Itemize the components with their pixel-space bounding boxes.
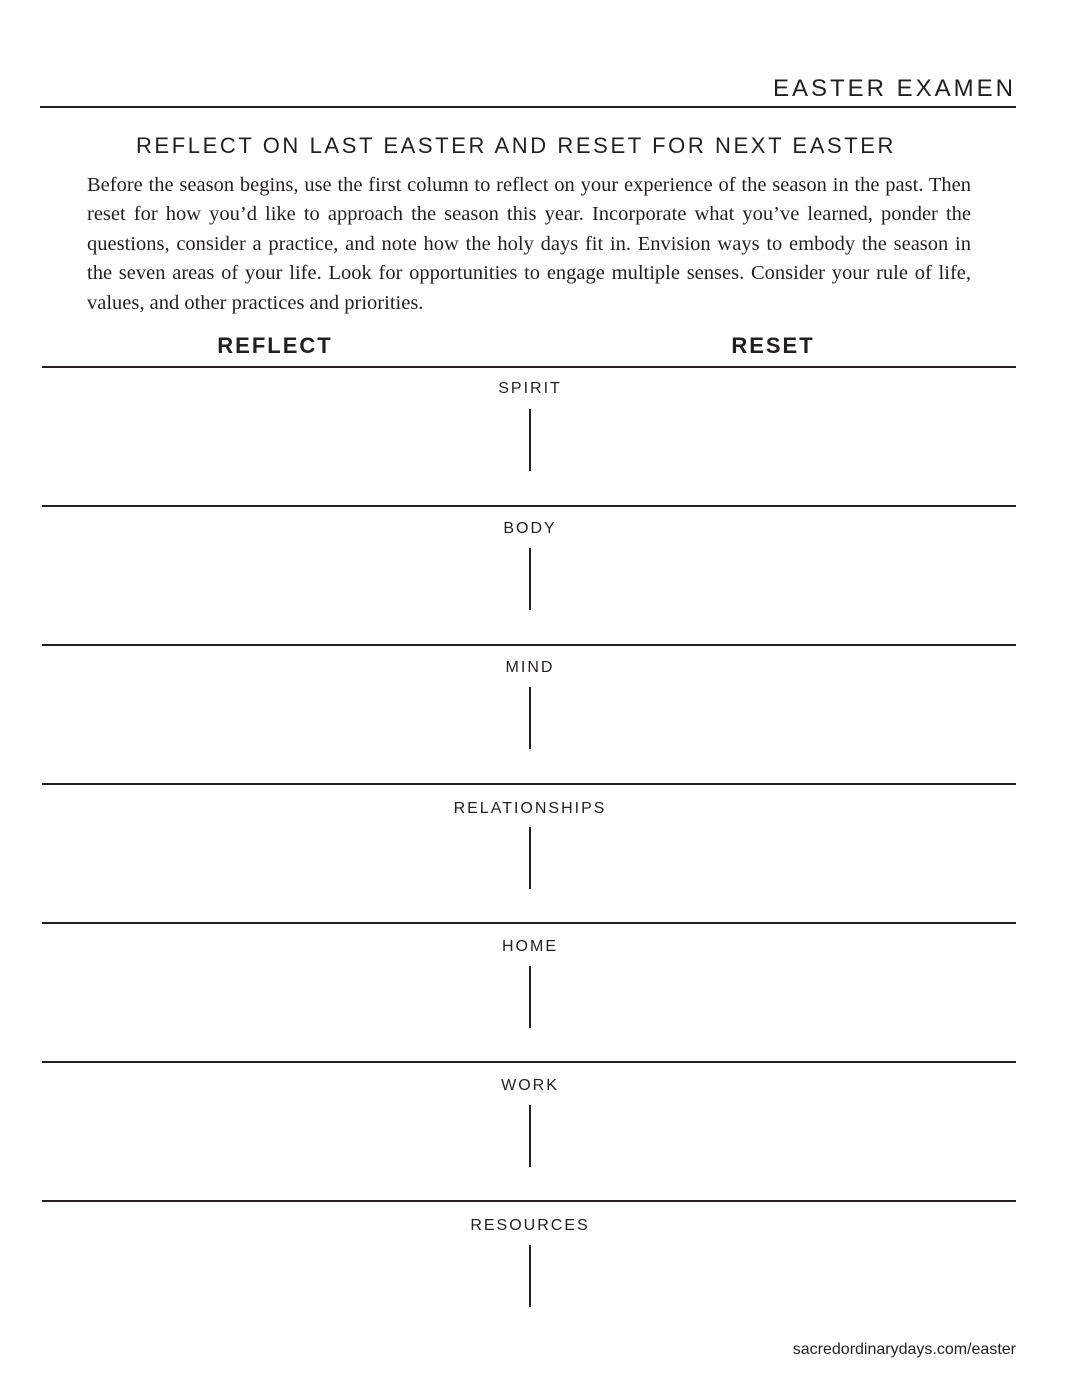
reset-column-heading: RESET bbox=[731, 333, 815, 358]
reset-field-relationships[interactable] bbox=[548, 785, 1016, 921]
area-label-resources: RESOURCES bbox=[470, 1217, 590, 1234]
column-divider bbox=[529, 409, 531, 471]
column-divider bbox=[529, 1245, 531, 1307]
area-label-body: BODY bbox=[503, 520, 557, 537]
column-divider bbox=[529, 1105, 531, 1167]
reflect-field-work[interactable] bbox=[42, 1063, 512, 1199]
column-divider bbox=[529, 966, 531, 1028]
intro-paragraph: Before the season begins, use the first column to reflect on your experience of the season in the past. Then reset for how you’d like to approach the season this year. Incorporate what you’ve learned, ponder the questions, consider a practice, and note how the holy days fit in. Envision ways to embody the season in the seven areas of your life. Look for opportunities to engage multiple senses. Consider your rule of life, values, and other practices and priorities. bbox=[87, 174, 971, 314]
area-label-mind: MIND bbox=[505, 659, 555, 676]
reflect-field-mind[interactable] bbox=[42, 646, 512, 782]
reset-field-spirit[interactable] bbox=[548, 368, 1016, 504]
reflect-field-body[interactable] bbox=[42, 507, 512, 643]
reflect-field-relationships[interactable] bbox=[42, 785, 512, 921]
reflect-field-spirit[interactable] bbox=[42, 368, 512, 504]
page-header bbox=[40, 70, 1016, 108]
column-divider bbox=[529, 687, 531, 749]
reset-field-work[interactable] bbox=[548, 1063, 1016, 1199]
section-subtitle: REFLECT ON LAST EASTER AND RESET FOR NEXT EASTER bbox=[135, 133, 897, 158]
footer-url: sacredordinarydays.com/easter bbox=[792, 1341, 1016, 1358]
area-label-relationships: RELATIONSHIPS bbox=[453, 800, 607, 817]
reset-field-body[interactable] bbox=[548, 507, 1016, 643]
area-label-home: HOME bbox=[502, 938, 558, 955]
reset-field-mind[interactable] bbox=[548, 646, 1016, 782]
reset-field-home[interactable] bbox=[548, 924, 1016, 1060]
area-label-work: WORK bbox=[501, 1077, 559, 1094]
reflect-column-heading: REFLECT bbox=[217, 333, 333, 358]
reset-field-resources[interactable] bbox=[548, 1202, 1016, 1322]
reflect-field-home[interactable] bbox=[42, 924, 512, 1060]
page-title: EASTER EXAMEN bbox=[772, 75, 1016, 102]
reflect-field-resources[interactable] bbox=[42, 1202, 512, 1322]
column-divider bbox=[529, 827, 531, 889]
column-divider bbox=[529, 548, 531, 610]
area-label-spirit: SPIRIT bbox=[498, 380, 562, 397]
